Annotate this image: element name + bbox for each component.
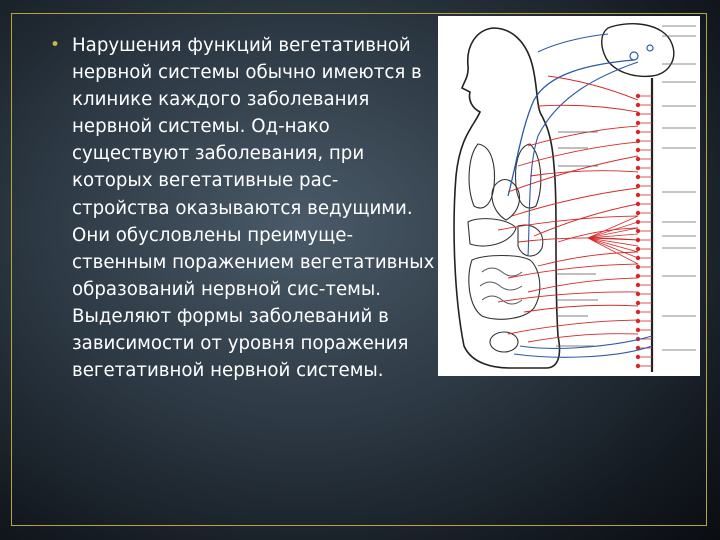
text-block xyxy=(50,32,435,384)
intestines xyxy=(469,256,540,320)
sympathetic-trunk xyxy=(636,94,652,368)
body-paragraph: Нарушения функций вегетативной нервной системы обычно имеются в клинике каждого заболевания нервной системы. Од-нако существуют заболевания, при которых вегетативные рас-стройства оказываются ведущими. Они обусловлены преимуще-ственным поражением вегетативных образований нервной сис-темы. Выделяют формы заболеваний в зависимости от уровня поражения вегетативной нервной системы. xyxy=(72,35,435,382)
liver xyxy=(468,219,516,246)
left-lung xyxy=(469,144,494,208)
brain-outline xyxy=(602,24,674,77)
heart xyxy=(492,180,520,221)
nervous-system-illustration xyxy=(438,16,700,376)
bullet-marker: • xyxy=(50,35,61,55)
bladder xyxy=(490,332,518,352)
diagram-labels xyxy=(662,26,696,350)
body-outline xyxy=(454,28,559,368)
anatomy-diagram xyxy=(438,16,700,376)
